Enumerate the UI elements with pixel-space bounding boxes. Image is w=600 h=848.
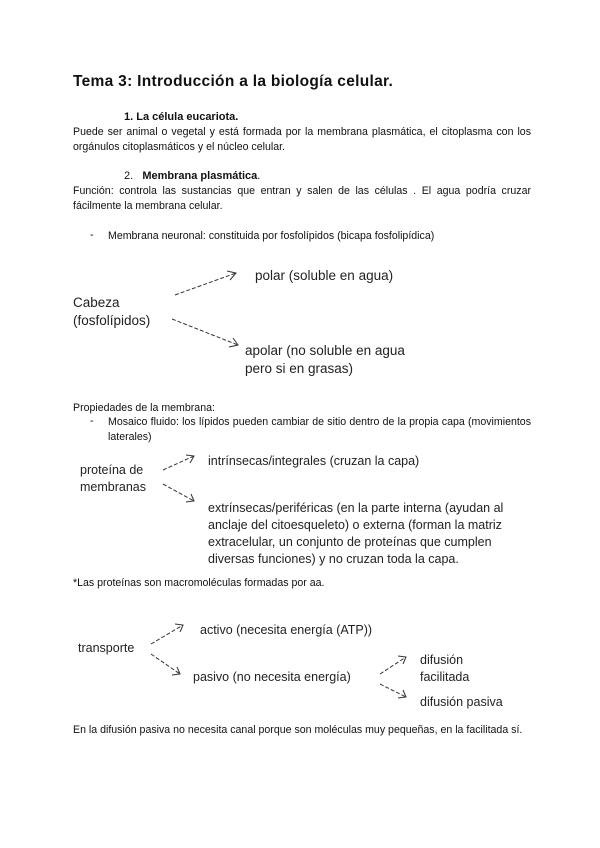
bullet-dash: -	[90, 229, 94, 241]
section-2-body: Función: controla las sustancias que entran y salen de las células . El agua podría cruzar fácilmente la membrana celular.	[73, 185, 531, 212]
section-2-suffix: .	[257, 170, 261, 182]
properties-bullet: Mosaico fluido: los lípidos pueden cambiar de sitio dentro de la propia capa (movimientos laterales)	[108, 416, 531, 443]
diagram2-left-line2: membranas	[80, 480, 146, 494]
diagram2-bottom-line2: anclaje del citoesqueleto) o externa (forman la matriz	[208, 518, 502, 532]
section-1-heading: 1. La célula eucariota.	[124, 111, 239, 123]
properties-heading: Propiedades de la membrana:	[73, 402, 215, 414]
section-2-number: 2.	[124, 170, 134, 182]
diagram3-middle: pasivo (no necesita energía)	[193, 670, 351, 684]
arrow-pasivo-difusion	[380, 684, 406, 698]
diagram3-top: activo (necesita energía (ATP))	[200, 623, 373, 637]
diagram2-bottom-line3: extracelular, un conjunto de proteínas que cumplen	[208, 535, 492, 549]
diagram1-bottom-line2: pero si en grasas)	[245, 361, 354, 376]
arrow-transporte-pasivo	[151, 654, 180, 675]
arrow-proteina-intrinsecas	[163, 455, 194, 470]
diagram3-left: transporte	[78, 641, 135, 655]
arrow-transporte-activo	[151, 624, 183, 644]
diagram1-left-line1: Cabeza	[73, 295, 120, 310]
membrane-bullet: Membrana neuronal: constituida por fosfolípidos (bicapa fosfolipídica)	[108, 230, 435, 242]
arrow-cabeza-apolar	[172, 319, 238, 347]
bullet-dash: -	[90, 415, 94, 427]
diagram3-right-top-line2: facilitada	[420, 670, 470, 684]
arrow-cabeza-polar	[175, 271, 236, 295]
section-2-title: Membrana plasmática	[142, 170, 258, 182]
diagram2-bottom-line1: extrínsecas/periféricas (en la parte interna (ayudan al	[208, 501, 504, 515]
footer-paragraph: En la difusión pasiva no necesita canal porque son moléculas muy pequeñas, en la facilitada sí.	[73, 724, 523, 736]
page-title: Tema 3: Introducción a la biología celular.	[73, 73, 394, 90]
diagram2-left-line1: proteína de	[80, 463, 144, 477]
section-1-body: Puede ser animal o vegetal y está formada por la membrana plasmática, el citoplasma con los orgánulos citoplasmáticos y el núcleo celular.	[73, 126, 531, 153]
diagram2-top: intrínsecas/integrales (cruzan la capa)	[208, 454, 420, 468]
diagram3-right-top-line1: difusión	[420, 653, 464, 667]
diagram2-bottom-line4: diversas funciones) y no cruzan toda la capa.	[208, 552, 459, 566]
diagram1-bottom-line1: apolar (no soluble en agua	[245, 343, 405, 358]
diagram3-right-bottom: difusión pasiva	[420, 695, 503, 709]
diagram1-top: polar (soluble en agua)	[255, 268, 394, 283]
diagram1-left-line2: (fosfolípidos)	[73, 313, 151, 328]
arrow-pasivo-facilitada	[380, 656, 406, 674]
arrow-proteina-extrinsecas	[163, 484, 194, 502]
note: *Las proteínas son macromoléculas formadas por aa.	[73, 577, 325, 589]
